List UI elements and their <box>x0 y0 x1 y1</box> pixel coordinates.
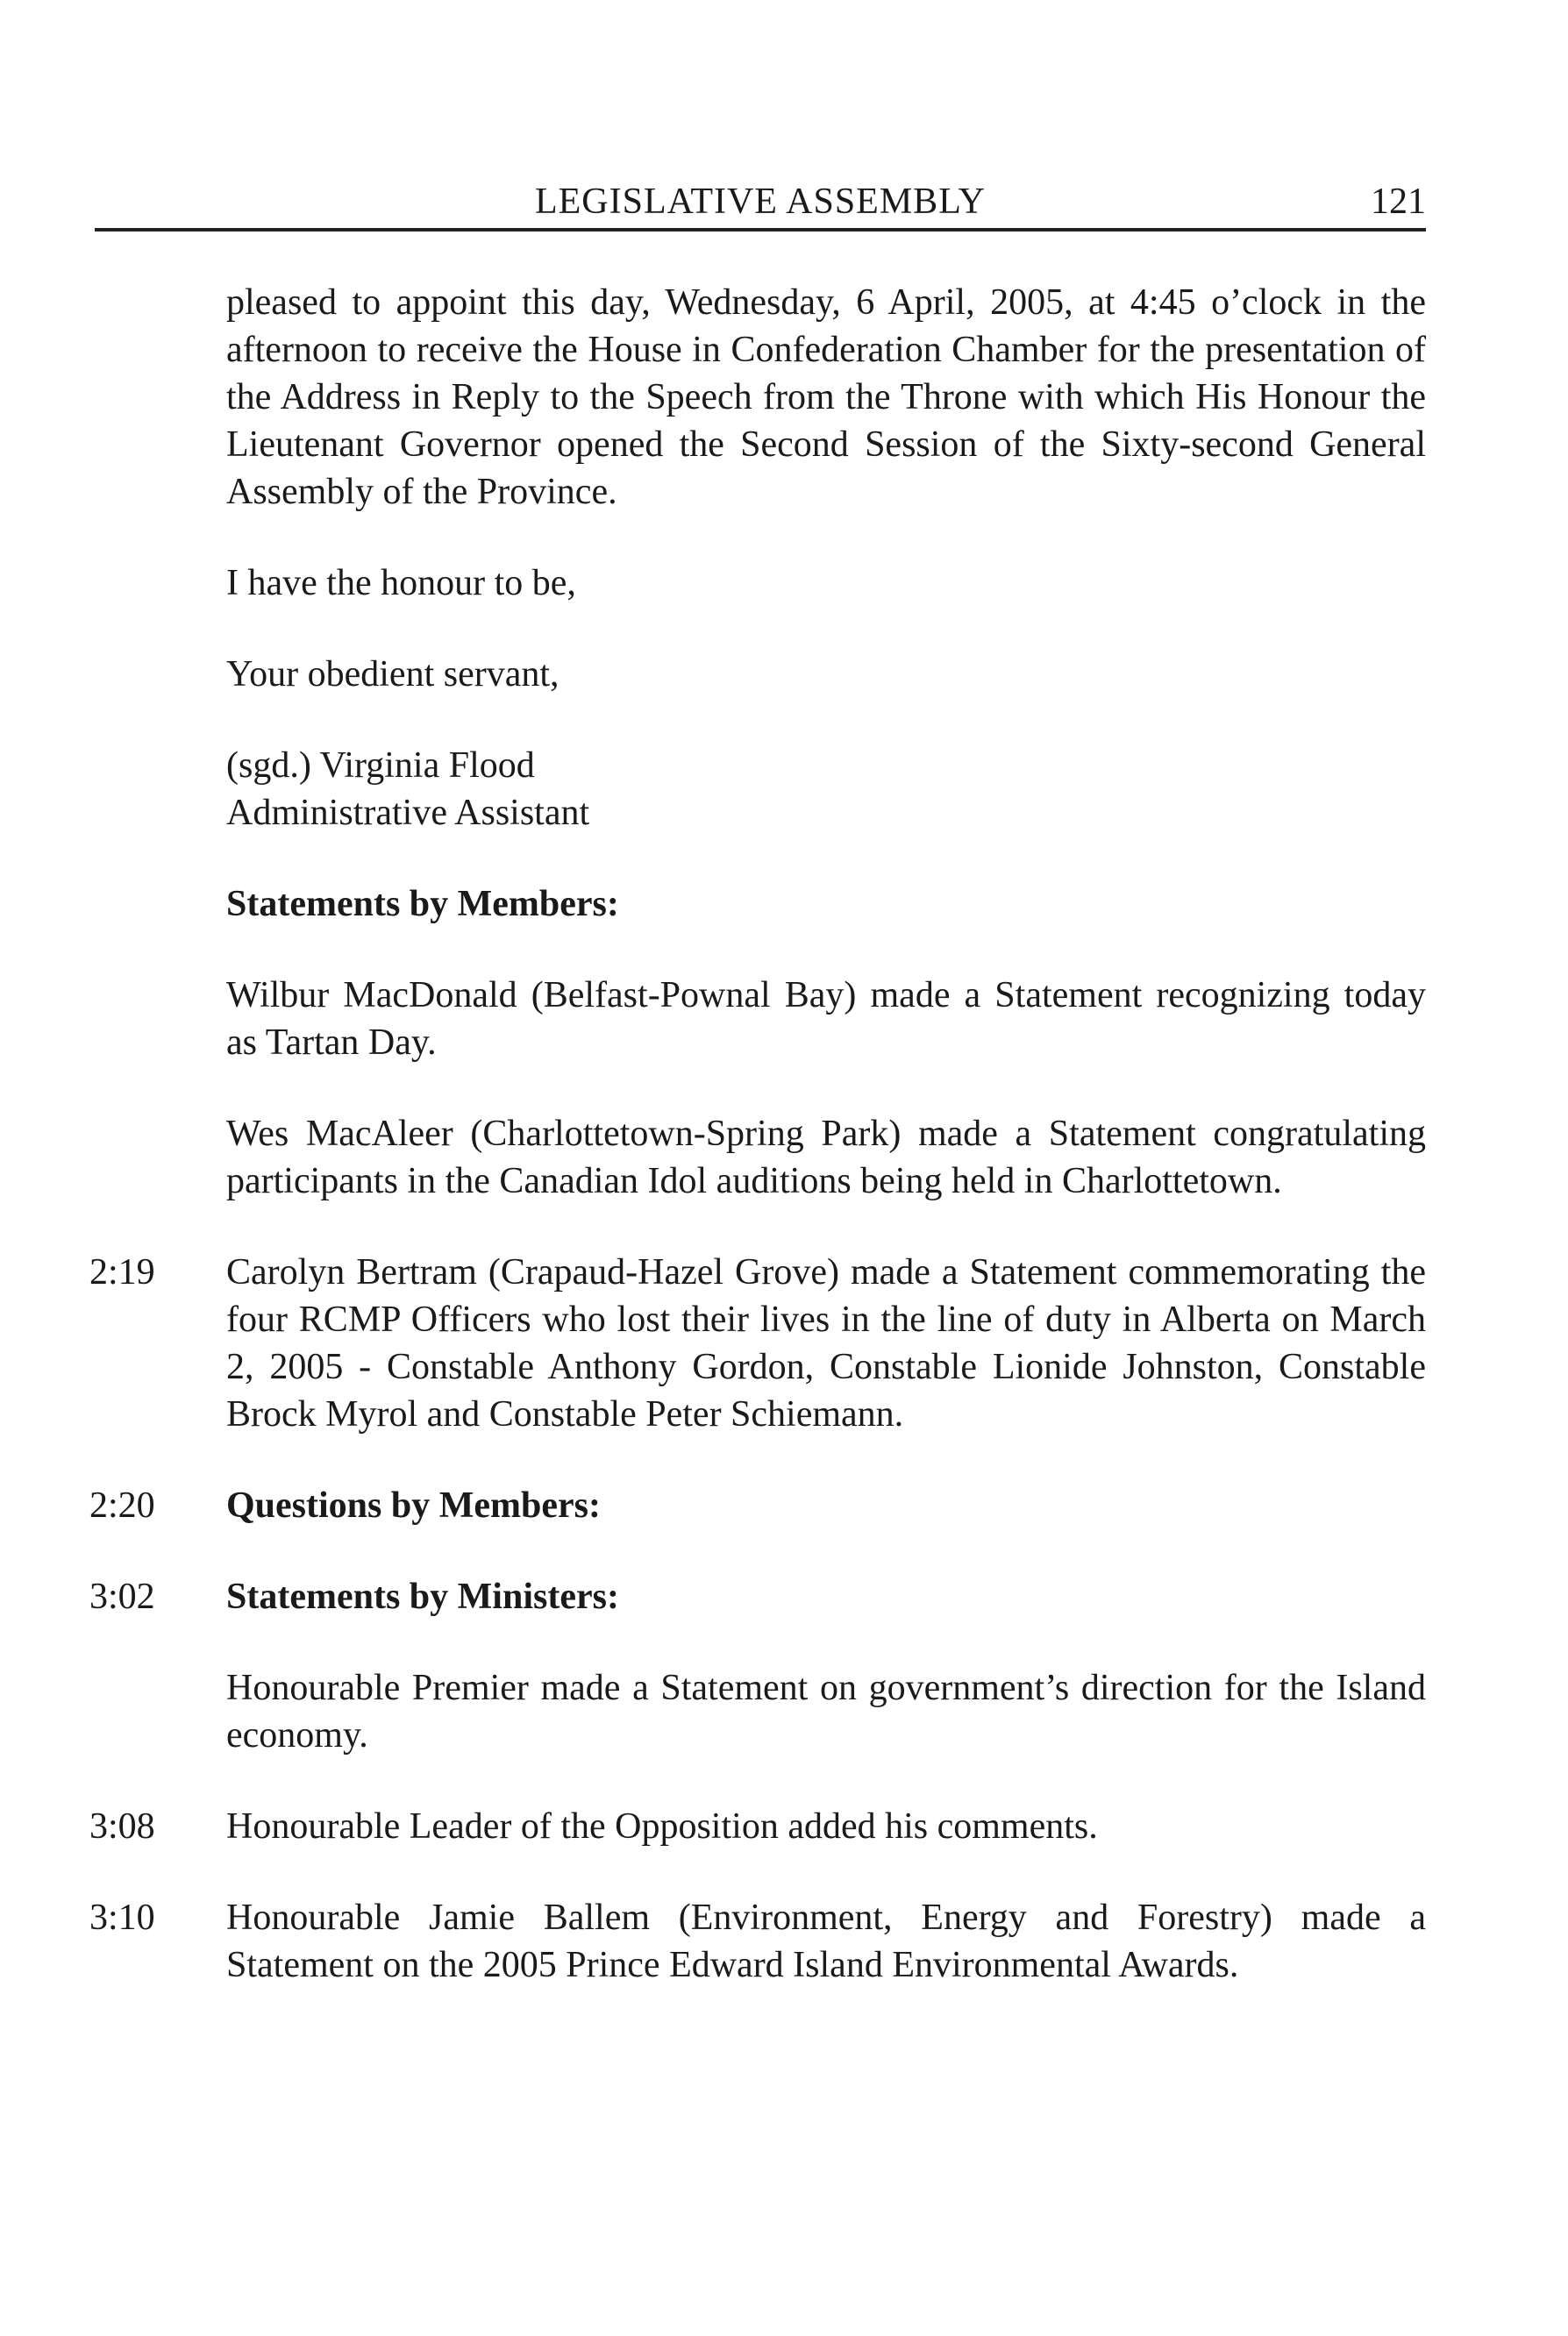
letter-closing: I have the honour to be, <box>226 563 576 603</box>
section-heading-statements-by-members: Statements by Members: <box>226 884 619 924</box>
entry-text: Honourable Leader of the Opposition added his comments. <box>226 1806 1098 1847</box>
page-header <box>95 172 1426 231</box>
entry <box>226 1664 1426 1759</box>
section-heading-questions-by-members: Questions by Members: <box>226 1485 601 1526</box>
entry-text: Carolyn Bertram (Crapaud-Hazel Grove) made a Statement commemorating the four RCMP Officers who lost their lives in the line of duty in Alberta on March 2, 2005 - Constable Anthony Gordon, Constable Lionide Johnston, Constable Brock Myrol and Constable Peter Schiemann. <box>226 1252 1426 1435</box>
page-content <box>89 279 1426 2033</box>
timed-entry <box>89 1803 1426 1850</box>
letter-closing-servant: Your obedient servant, <box>226 654 559 694</box>
signature-block <box>226 742 1426 837</box>
entry-text: Honourable Jamie Ballem (Environment, Energy and Forestry) made a Statement on the 2005 Prince Edward Island Environmental Awards. <box>226 1898 1426 1985</box>
timed-entry <box>89 1249 1426 1438</box>
letter-body: pleased to appoint this day, Wednesday, 6 April, 2005, at 4:45 o’clock in the afternoon to receive the House in Confederation Chamber for the presentation of the Address in Reply to the Speech from the Throne with which His Honour the Lieutenant Governor opened the Second Session of the Sixty-second General Assembly of the Province. <box>226 282 1426 512</box>
member-statement: Wes MacAleer (Charlottetown-Spring Park) made a Statement congratulating participants in the Canadian Idol auditions being held in Charlottetown. <box>226 1114 1426 1201</box>
timed-entry <box>89 1482 1426 1529</box>
entry-text: Honourable Premier made a Statement on government’s direction for the Island economy. <box>226 1668 1426 1756</box>
entry-time: 3:02 <box>89 1577 155 1617</box>
entry-time: 3:10 <box>89 1898 155 1938</box>
member-statement: Wilbur MacDonald (Belfast-Pownal Bay) made a Statement recognizing today as Tartan Day. <box>226 975 1426 1063</box>
signature-name: (sgd.) Virginia Flood <box>226 745 535 786</box>
timed-entry <box>89 1894 1426 1989</box>
entry-time: 3:08 <box>89 1806 155 1847</box>
timed-entry <box>89 1573 1426 1620</box>
entry-time: 2:20 <box>89 1485 155 1526</box>
signature-title: Administrative Assistant <box>226 793 590 833</box>
header-title: LEGISLATIVE ASSEMBLY <box>535 182 986 222</box>
section-heading-statements-by-ministers: Statements by Ministers: <box>226 1577 619 1617</box>
entry-time: 2:19 <box>89 1252 155 1293</box>
page-number: 121 <box>1371 182 1426 222</box>
